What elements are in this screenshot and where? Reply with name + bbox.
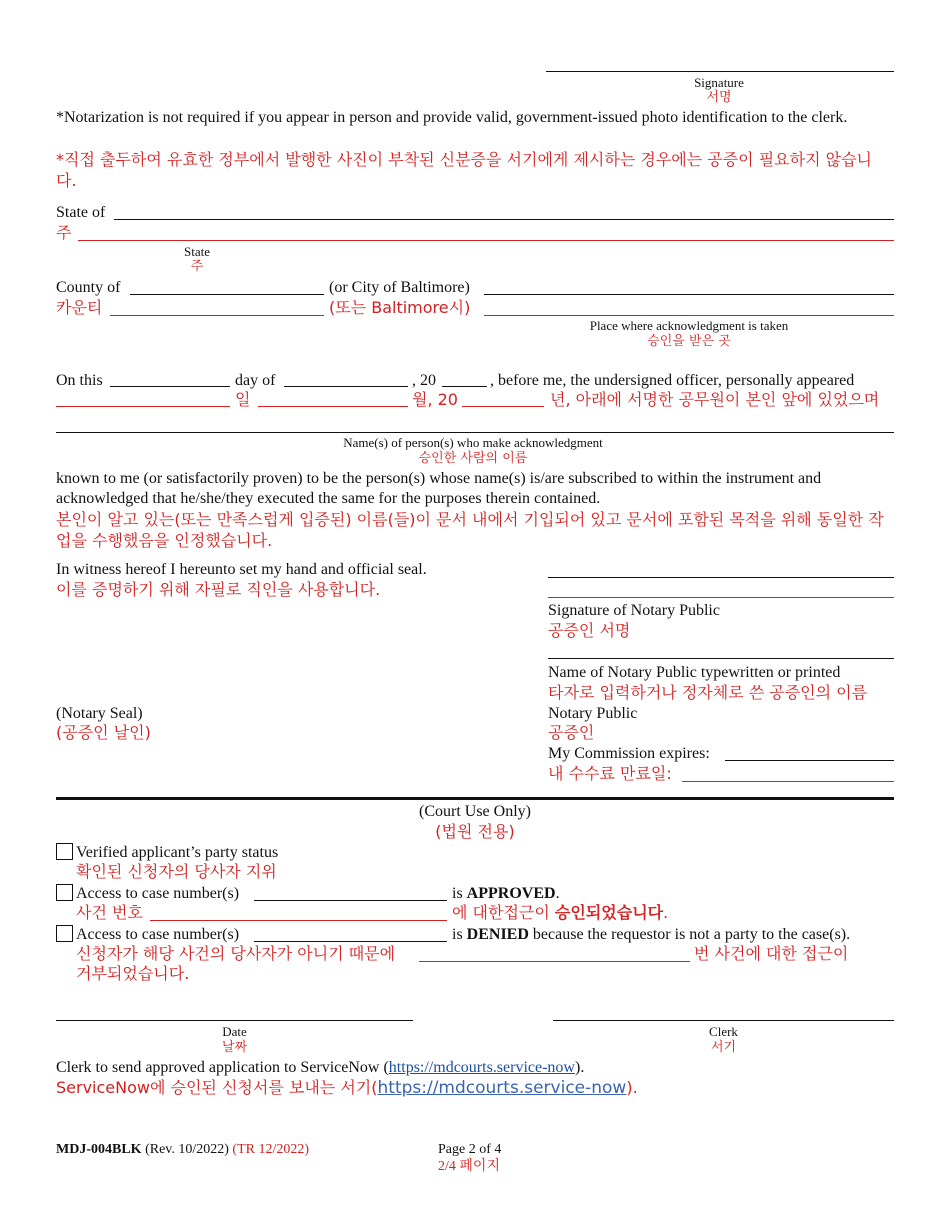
approved-status xyxy=(452,884,560,904)
date-line-rest-ko: 년, 아래에 서명한 공무원이 본인 앞에 있었으며 xyxy=(550,390,880,409)
clerk-send-prefix: Clerk to send approved application to ServiceNow ( xyxy=(56,1059,389,1076)
or-city-label: (or City of Baltimore) xyxy=(329,279,470,296)
place-input-line[interactable] xyxy=(484,294,894,295)
state-caption: State xyxy=(184,244,210,259)
clerk-send-suffix: ). xyxy=(574,1059,585,1076)
year-prefix: , 20 xyxy=(412,372,436,389)
verified-label-ko: 확인된 신청자의 당사자 지위 xyxy=(76,862,277,881)
date-line-rest: , before me, the undersigned officer, personally appeared xyxy=(490,372,855,389)
denied-checkbox[interactable] xyxy=(56,925,73,942)
denied-case-line-ko[interactable] xyxy=(419,961,690,962)
state-caption-ko: 주 xyxy=(190,259,204,274)
notary-signature-line[interactable] xyxy=(548,577,894,578)
month-input-line[interactable] xyxy=(284,386,408,387)
known-paragraph: known to me (or satisfactorily proven) to be the person(s) whose name(s) is/are subscribed to within the instrument and acknowledged that he/she/they executed the same for the purposes therein contained. xyxy=(56,470,822,507)
clerk-line[interactable] xyxy=(553,1020,894,1021)
approved-word: APPROVED xyxy=(466,885,556,902)
denied-access-label: Access to case number(s) xyxy=(76,926,240,943)
commission-expires-label-ko: 내 수수료 만료일: xyxy=(548,764,672,783)
notary-title: Notary Public xyxy=(548,705,638,722)
approved-period: . xyxy=(555,885,560,902)
notarization-note: *Notarization is not required if you appear in person and provide valid, government-issued photo identification to the clerk. xyxy=(56,109,848,126)
month-input-line-ko[interactable] xyxy=(258,406,408,407)
denied-label-ko-post: 번 사건에 대한 접근이 xyxy=(694,944,849,963)
day-label-ko: 일 xyxy=(235,390,251,409)
notary-seal-label-ko: (공증인 날인) xyxy=(56,723,151,742)
date-caption: Date xyxy=(222,1024,247,1039)
approved-case-line[interactable] xyxy=(254,900,447,901)
year-input-line[interactable] xyxy=(442,386,487,387)
county-input-line[interactable] xyxy=(130,294,324,295)
signature-caption: Signature xyxy=(694,75,744,90)
court-use-title-ko: (법원 전용) xyxy=(435,822,515,841)
notary-signature-line-ko[interactable] xyxy=(548,597,894,598)
clerk-caption-ko: 서기 xyxy=(710,1040,737,1055)
denied-word: DENIED xyxy=(466,926,529,943)
form-tr: (TR 12/2022) xyxy=(232,1142,310,1157)
day-of-label: day of xyxy=(235,372,276,389)
servicenow-link-ko[interactable]: https://mdcourts.service-now xyxy=(377,1078,627,1098)
clerk-send-prefix-ko: ServiceNow에 승인된 신청서를 보내는 서기( xyxy=(56,1078,378,1097)
page-number-ko: 2/4 페이지 xyxy=(438,1159,500,1174)
signature-caption-ko: 서명 xyxy=(706,90,732,105)
signature-line[interactable] xyxy=(546,71,894,72)
county-label: County of xyxy=(56,279,121,296)
place-input-line-ko[interactable] xyxy=(484,315,894,316)
approved-status-ko xyxy=(452,903,668,923)
names-input-line[interactable] xyxy=(56,432,894,433)
approved-is: is xyxy=(452,885,463,902)
notary-name-line[interactable] xyxy=(548,658,894,659)
approved-checkbox[interactable] xyxy=(56,884,73,901)
denied-rest: because the requestor is not a party to the case(s). xyxy=(532,926,851,943)
clerk-caption: Clerk xyxy=(709,1024,738,1039)
verified-label: Verified applicant’s party status xyxy=(76,844,279,861)
clerk-send-suffix-ko: ). xyxy=(626,1078,638,1097)
notary-signature-label-ko: 공증인 서명 xyxy=(548,621,631,640)
notary-name-label-ko: 타자로 입력하거나 정자체로 쓴 공증인의 이름 xyxy=(548,683,868,702)
place-caption-ko: 승인을 받은 곳 xyxy=(647,334,731,349)
servicenow-link[interactable]: https://mdcourts.service-now xyxy=(388,1059,575,1076)
approved-access-label-ko: 사건 번호 xyxy=(76,903,143,922)
year-input-line-ko[interactable] xyxy=(462,406,544,407)
clerk-send-text-ko xyxy=(56,1078,638,1098)
commission-expires-label: My Commission expires: xyxy=(548,745,710,762)
denied-label-ko: 신청자가 해당 사건의 당사자가 아니기 때문에 xyxy=(76,944,396,963)
court-divider xyxy=(56,797,894,800)
state-label: State of xyxy=(56,204,106,221)
witness-text-ko: 이를 증명하기 위해 자필로 직인을 사용합니다. xyxy=(56,580,381,599)
denied-case-line[interactable] xyxy=(254,941,447,942)
denied-status xyxy=(452,925,850,945)
date-line[interactable] xyxy=(56,1020,413,1021)
on-this-label: On this xyxy=(56,372,103,389)
or-city-label-ko: (또는 Baltimore시) xyxy=(329,298,471,317)
place-caption: Place where acknowledgment is taken xyxy=(589,318,789,333)
notarization-note-ko: *직접 출두하여 유효한 정부에서 발행한 사진이 부착된 신분증을 서기에게 제시하는 경우에는 공증이 필요하지 않습니다. xyxy=(56,150,873,190)
notary-name-label: Name of Notary Public typewritten or printed xyxy=(548,664,841,681)
day-input-line[interactable] xyxy=(110,386,230,387)
page-number: Page 2 of 4 xyxy=(438,1142,502,1157)
commission-expires-line-ko[interactable] xyxy=(682,781,894,782)
notary-signature-label: Signature of Notary Public xyxy=(548,602,720,619)
approved-access-label: Access to case number(s) xyxy=(76,885,240,902)
footer-form-id xyxy=(56,1141,309,1158)
approved-ko-bold: 승인되었습니다 xyxy=(554,903,664,922)
court-use-title: (Court Use Only) xyxy=(419,803,531,820)
state-label-ko: 주 xyxy=(56,223,72,242)
commission-expires-line[interactable] xyxy=(725,760,894,761)
month-label-ko: 월, 20 xyxy=(412,390,458,409)
verified-checkbox[interactable] xyxy=(56,843,73,860)
form-id: MDJ-004BLK xyxy=(56,1142,142,1157)
clerk-send-text xyxy=(56,1058,584,1078)
form-rev: (Rev. 10/2022) xyxy=(145,1142,229,1157)
denied-label-ko-end: 거부되었습니다. xyxy=(76,964,190,983)
date-caption-ko: 날짜 xyxy=(221,1040,248,1055)
approved-ko-pre: 에 대한접근이 xyxy=(452,903,550,922)
notary-title-ko: 공증인 xyxy=(548,723,595,742)
known-paragraph-ko: 본인이 알고 있는(또는 만족스럽게 입증된) 이름(들)이 문서 내에서 기입되어 있고 문서에 포함된 목적을 위해 동일한 작업을 수행했음을 인정했습니다. xyxy=(56,510,884,550)
witness-text: In witness hereof I hereunto set my hand and official seal. xyxy=(56,561,427,578)
day-input-line-ko[interactable] xyxy=(56,406,230,407)
names-caption-ko: 승인한 사람의 이름 xyxy=(418,451,528,466)
county-input-line-ko[interactable] xyxy=(110,315,324,316)
approved-case-line-ko[interactable] xyxy=(150,920,447,921)
approved-ko-period: . xyxy=(663,903,669,922)
state-input-line[interactable] xyxy=(114,219,894,220)
denied-is: is xyxy=(452,926,463,943)
county-label-ko: 카운티 xyxy=(56,298,103,317)
names-caption: Name(s) of person(s) who make acknowledgment xyxy=(343,435,603,450)
notary-seal-label: (Notary Seal) xyxy=(56,705,143,722)
state-input-line-ko[interactable] xyxy=(78,240,894,241)
